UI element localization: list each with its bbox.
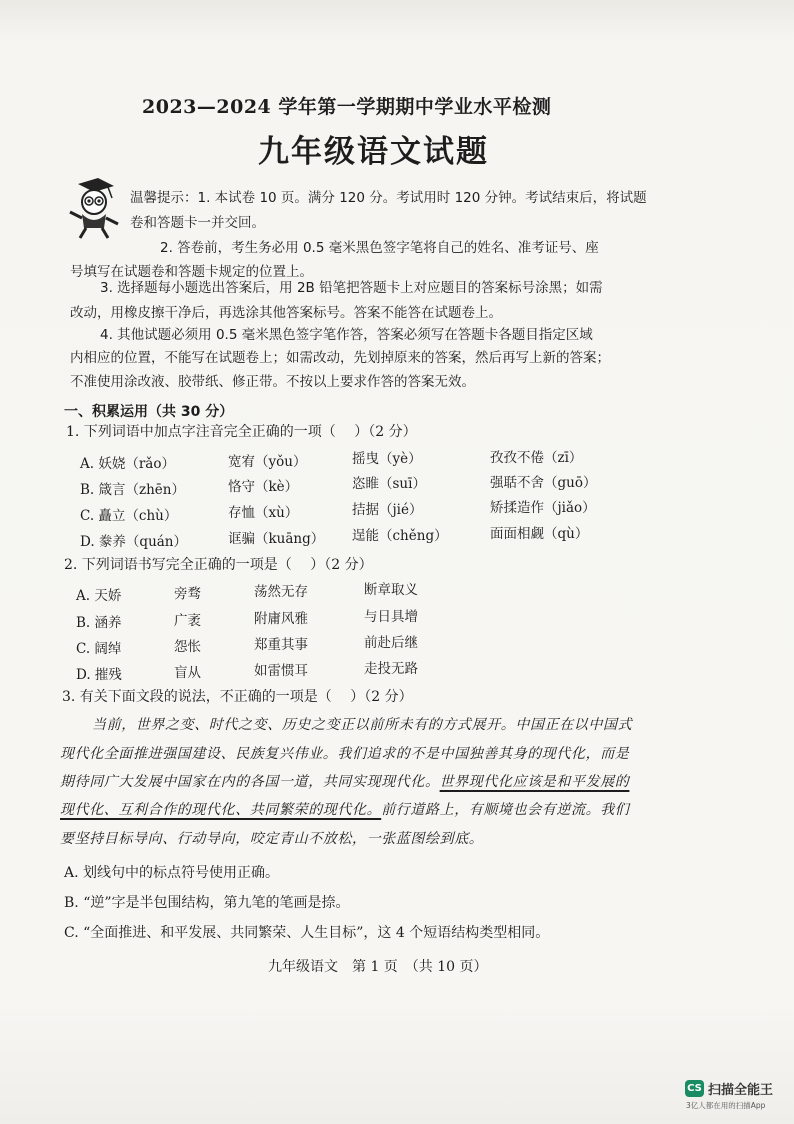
passage-line-3 [60,771,629,791]
passage-line-2: 现代化全面推进强国建设、民族复兴伟业。我们追求的不是中国独善其身的现代化，而是 [60,746,630,762]
q1-option-c-word-2: 存恤（xù） [228,505,299,521]
q1-option-a-word-4: 孜孜不倦（zī） [490,450,583,466]
q1-option-b: B. 箴言（zhēn） [80,482,185,498]
q2-option-c-word-4: 前赴后继 [364,635,418,651]
q2-option-c-word-2: 怨怅 [174,639,201,655]
q2-option-c: C. 阔绰 [76,641,122,657]
notice-line-9: 不准使用涂改液、胶带纸、修正带。不按以上要求作答的答案无效。 [70,374,475,390]
q1-option-d-word-4: 面面相觑（qù） [490,526,589,542]
q2-option-c-word-3: 郑重其事 [254,637,308,653]
q2-option-d-word-3: 如雷惯耳 [254,663,308,679]
q1-option-a: A. 妖娆（rǎo） [80,456,175,472]
notice-line-3: 2. 答卷前，考生务必用 0.5 毫米黑色签字笔将自己的姓名、准考证号、座 [160,240,599,256]
scanner-brand: 扫描全能王 [708,1083,774,1098]
q2-option-d-word-2: 盲从 [174,665,201,681]
q2-option-d: D. 摧残 [76,667,122,683]
q3-option-a: A. 划线句中的标点符号使用正确。 [64,865,280,881]
passage-line-3-text: 期待同广大发展中国家在内的各国一道，共同实现现代化。 [60,774,440,790]
section-heading: 一、积累运用（共 30 分） [64,404,234,420]
subject-title: 九年级语文试题 [258,134,489,170]
q1-option-d: D. 豢养（quán） [80,534,188,550]
q2-option-b-word-2: 广袤 [174,613,201,629]
scanner-tagline: 3亿人都在用的扫描App [686,1101,766,1110]
q2-option-b: B. 涵养 [76,615,122,631]
question-3-stem: 3. 有关下面文段的说法，不正确的一项是（ ）（2 分） [62,689,413,705]
q1-option-a-word-3: 摇曳（yè） [352,451,422,467]
passage-line-4 [60,799,629,819]
q1-option-c-word-4: 矫揉造作（jiǎo） [490,500,596,516]
q3-option-b: B. “逆”字是半包围结构，第九笔的笔画是捺。 [64,895,350,911]
q3-option-c: C. “全面推进、和平发展、共同繁荣、人生目标”，这 4 个短语结构类型相同。 [64,925,550,941]
q2-option-b-word-4: 与日具增 [364,609,418,625]
q1-option-c-word-3: 拮据（jié） [352,502,423,518]
underlined-sentence-part-2: 现代化、互利合作的现代化、共同繁荣的现代化。 [60,802,382,818]
q2-option-b-word-3: 附庸风雅 [254,611,308,627]
exam-title: 2023—2024 学年第一学期期中学业水平检测 [142,96,552,118]
q2-option-a-word-4: 断章取义 [364,582,418,598]
camscanner-logo-icon: CS [685,1080,704,1097]
mascot-icon [64,178,122,240]
q2-option-a-word-3: 荡然无存 [254,584,308,600]
notice-line-7: 4. 其他试题必须用 0.5 毫米黑色签字笔作答，答案必须写在答题卡各题目指定区域 [100,327,593,343]
notice-line-6: 改动，用橡皮擦干净后，再选涂其他答案标号。答案不能答在试题卷上。 [70,305,502,321]
notice-line-1: 温馨提示：1. 本试卷 10 页。满分 120 分。考试用时 120 分钟。考试结束后，将试题 [130,190,647,206]
passage-line-4-text: 前行道路上，有顺境也会有逆流。我们 [381,802,630,818]
page-footer: 九年级语文 第 1 页 （共 10 页） [268,959,488,975]
q1-option-c: C. 矗立（chù） [80,508,178,524]
q1-option-a-word-2: 宽宥（yǒu） [228,454,307,470]
q2-option-a: A. 天娇 [76,588,122,604]
passage-line-1: 当前，世界之变、时代之变、历史之变正以前所未有的方式展开。中国正在以中国式 [92,717,633,733]
passage-line-5: 要坚持目标导向、行动导向，咬定青山不放松，一张蓝图绘到底。 [60,831,484,847]
underlined-sentence-part-1: 世界现代化应该是和平发展的 [439,774,630,790]
q1-option-b-word-2: 恪守（kè） [228,479,299,495]
q2-option-a-word-2: 旁骛 [174,586,201,602]
q1-option-b-word-4: 强聒不舍（guō） [490,475,597,491]
notice-line-4: 号填写在试题卷和答题卡规定的位置上。 [70,264,313,280]
notice-line-5: 3. 选择题每小题选出答案后，用 2B 铅笔把答题卡上对应题目的答案标号涂黑；如需 [100,280,603,296]
notice-line-8: 内相应的位置，不能写在试题卷上；如需改动，先划掉原来的答案，然后再写上新的答案； [70,350,610,366]
q1-option-d-word-2: 诓骗（kuāng） [228,531,325,547]
notice-line-2: 卷和答题卡一并交回。 [130,215,265,231]
scanner-watermark [685,1079,773,1098]
q2-option-d-word-4: 走投无路 [364,661,418,677]
q1-option-d-word-3: 逞能（chěng） [352,528,448,544]
question-2-stem: 2. 下列词语书写完全正确的一项是（ ）（2 分） [64,557,373,573]
q1-option-b-word-3: 恣睢（suī） [352,476,426,492]
question-1-stem: 1. 下列词语中加点字注音完全正确的一项（ ）（2 分） [66,424,417,440]
